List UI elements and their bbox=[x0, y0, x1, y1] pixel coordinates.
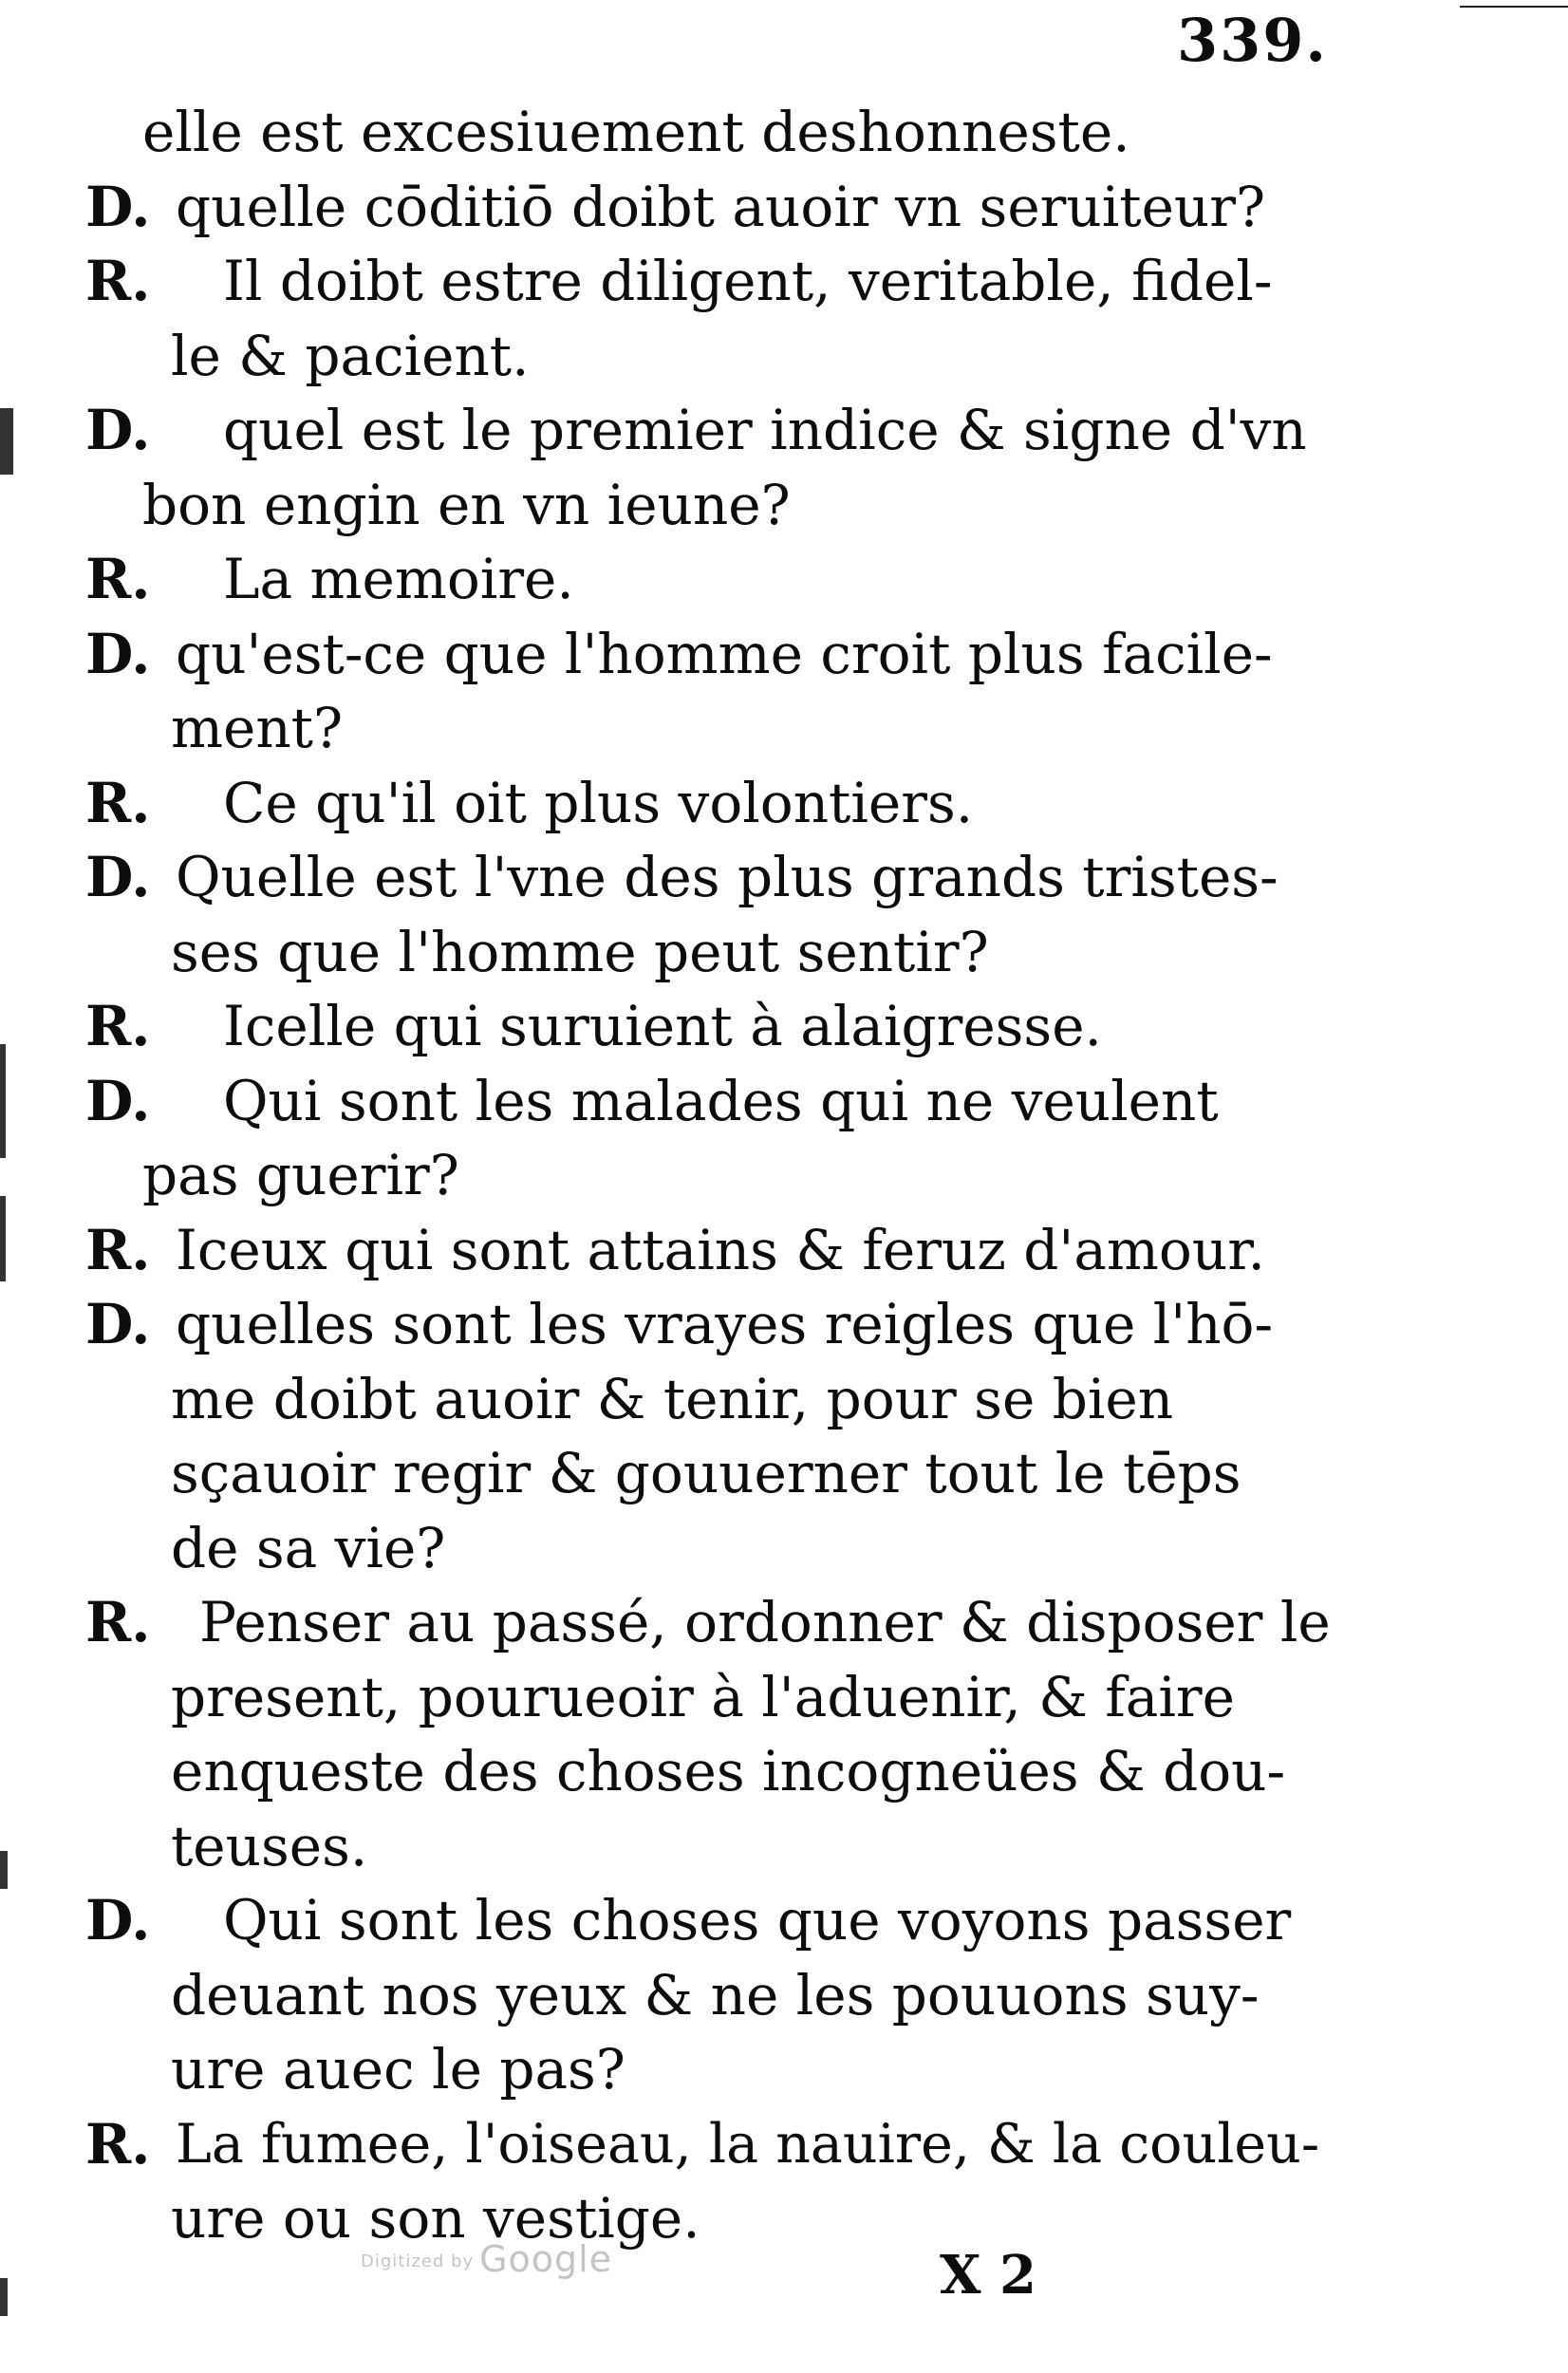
answer-label: R. bbox=[85, 770, 151, 835]
question-label: D. bbox=[85, 1292, 151, 1356]
dialogue-line-continuation bbox=[85, 691, 1338, 766]
dialogue-line-continuation bbox=[85, 1734, 1338, 1809]
dialogue-line-continuation bbox=[85, 1362, 1338, 1437]
line-text: ure auec le pas? bbox=[171, 2037, 625, 2102]
digitization-watermark bbox=[361, 2238, 612, 2280]
dialogue-line-continuation bbox=[85, 1138, 1338, 1213]
line-text: me doibt auoir & tenir, pour se bien bbox=[171, 1366, 1174, 1431]
line-text: de sa vie? bbox=[171, 1515, 446, 1580]
answer-label: R. bbox=[85, 249, 151, 313]
line-text: Iceux qui sont attains & feruz d'amour. bbox=[176, 1217, 1265, 1282]
line-text: Icelle qui suruient à alaigresse. bbox=[223, 994, 1102, 1058]
gutter-mark bbox=[0, 2278, 8, 2316]
watermark-prefix: Digitized by bbox=[361, 2252, 475, 2271]
dialogue-line-question bbox=[85, 840, 1338, 915]
question-label: D. bbox=[85, 621, 151, 686]
dialogue-line-continuation bbox=[85, 319, 1338, 394]
line-text: elle est excesiuement deshonneste. bbox=[142, 100, 1130, 164]
line-text: quel est le premier indice & signe d'vn bbox=[223, 398, 1307, 462]
dialogue-line-continuation bbox=[85, 915, 1338, 990]
answer-label: R. bbox=[85, 547, 151, 611]
dialogue-line-question bbox=[85, 617, 1338, 692]
dialogue-line-continuation bbox=[85, 1809, 1338, 1884]
line-text: ses que l'homme peut sentir? bbox=[171, 919, 989, 984]
dialogue-line-answer bbox=[85, 1213, 1338, 1288]
dialogue-line-answer bbox=[85, 989, 1338, 1064]
dialogue-line-answer bbox=[85, 766, 1338, 841]
answer-label: R. bbox=[85, 1217, 151, 1282]
dialogue-line-continuation bbox=[85, 1436, 1338, 1511]
dialogue-line-answer bbox=[85, 542, 1338, 617]
dialogue-line-continuation bbox=[85, 1958, 1338, 2033]
line-text: Qui sont les malades qui ne veulent bbox=[223, 1068, 1219, 1133]
question-label: D. bbox=[85, 845, 151, 909]
line-text: bon engin en vn ieune? bbox=[142, 472, 791, 537]
line-text: le & pacient. bbox=[171, 323, 530, 388]
line-text: quelle cōditiō doibt auoir vn seruiteur? bbox=[176, 174, 1266, 239]
line-text: Ce qu'il oit plus volontiers. bbox=[223, 770, 974, 835]
line-text: enqueste des choses incogneües & dou- bbox=[171, 1739, 1286, 1803]
line-text: teuses. bbox=[171, 1813, 368, 1878]
line-text: pas guerir? bbox=[142, 1143, 459, 1207]
gutter-mark bbox=[0, 408, 13, 475]
dialogue-line-continuation bbox=[85, 2181, 1338, 2256]
dialogue-line-answer bbox=[85, 1585, 1338, 1660]
dialogue-line-continuation bbox=[85, 1660, 1338, 1735]
question-label: D. bbox=[85, 1888, 151, 1953]
question-label: D. bbox=[85, 398, 151, 462]
answer-label: R. bbox=[85, 994, 151, 1058]
watermark-brand: Google bbox=[479, 2238, 613, 2280]
dialogue-line-continuation bbox=[85, 95, 1338, 170]
dialogue-line-question bbox=[85, 170, 1338, 245]
dialogue-line-question bbox=[85, 1883, 1338, 1958]
signature-mark: X 2 bbox=[940, 2244, 1036, 2307]
line-text: ment? bbox=[171, 696, 344, 760]
dialogue-line-answer bbox=[85, 244, 1338, 319]
question-label: D. bbox=[85, 174, 151, 239]
line-text: Quelle est l'vne des plus grands tristes- bbox=[176, 845, 1279, 909]
line-text: Penser au passé, ordonner & disposer le bbox=[199, 1590, 1331, 1654]
line-text: quelles sont les vrayes reigles que l'hō- bbox=[176, 1292, 1274, 1356]
answer-label: R. bbox=[85, 1590, 151, 1654]
page-number: 339. bbox=[1177, 6, 1329, 75]
gutter-mark bbox=[0, 1044, 6, 1158]
dialogue-line-question bbox=[85, 1287, 1338, 1362]
line-text: ure ou son vestige. bbox=[171, 2186, 700, 2251]
gutter-mark bbox=[0, 1851, 8, 1889]
line-text: sçauoir regir & gouuerner tout le tēps bbox=[171, 1441, 1241, 1505]
top-right-rule bbox=[1460, 6, 1568, 8]
dialogue-line-answer bbox=[85, 2107, 1338, 2182]
line-text: deuant nos yeux & ne les pouuons suy- bbox=[171, 1962, 1260, 2027]
dialogue-text bbox=[85, 95, 1338, 2256]
line-text: present, pourueoir à l'aduenir, & faire bbox=[171, 1664, 1235, 1729]
line-text: La fumee, l'oiseau, la nauire, & la couleu- bbox=[176, 2112, 1320, 2176]
line-text: Qui sont les choses que voyons passer bbox=[223, 1888, 1292, 1953]
answer-label: R. bbox=[85, 2111, 151, 2177]
dialogue-line-continuation bbox=[85, 2032, 1338, 2107]
line-text: La memoire. bbox=[223, 547, 574, 611]
gutter-mark bbox=[0, 1196, 6, 1281]
dialogue-line-question bbox=[85, 393, 1338, 468]
dialogue-line-continuation bbox=[85, 468, 1338, 543]
line-text: qu'est-ce que l'homme croit plus facile- bbox=[176, 621, 1273, 686]
question-label: D. bbox=[85, 1068, 151, 1133]
dialogue-line-continuation bbox=[85, 1511, 1338, 1586]
dialogue-line-question bbox=[85, 1064, 1338, 1139]
line-text: Il doibt estre diligent, veritable, fidel- bbox=[223, 249, 1273, 313]
